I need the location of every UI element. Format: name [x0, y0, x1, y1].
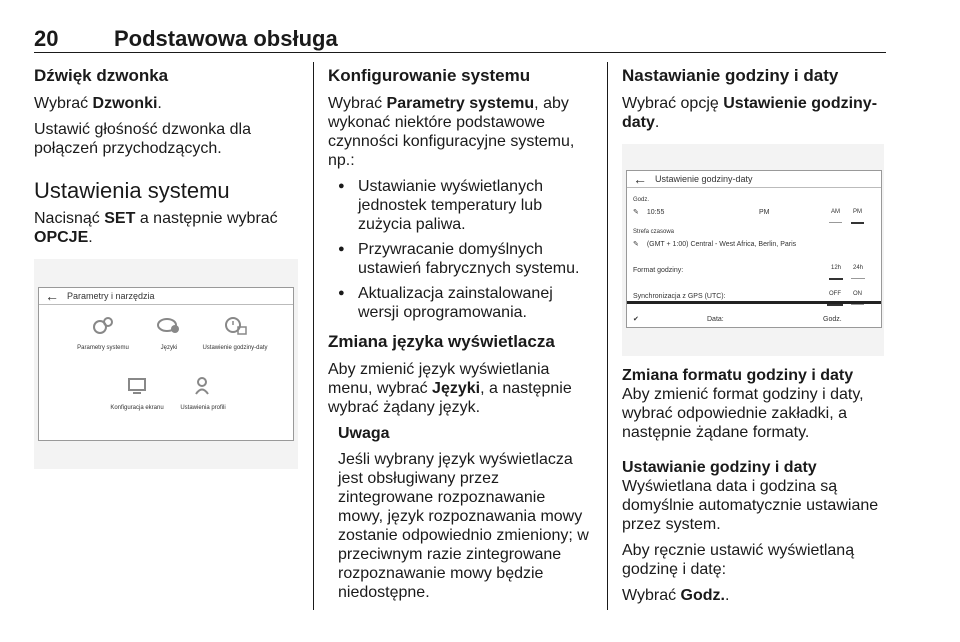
monitor-icon — [124, 376, 150, 396]
menu-term: OPCJE — [34, 229, 89, 246]
page-header — [34, 26, 886, 53]
tile-profile-settings: Ustawienia profili — [163, 376, 243, 418]
column-3 — [622, 62, 884, 612]
12h-toggle: 12h — [829, 259, 843, 280]
am-toggle: AM — [829, 203, 842, 223]
paragraph: Aby ręcznie ustawić wyświetlaną godzinę i datę: — [622, 542, 855, 578]
tile-screen-config: Konfiguracja ekranu — [97, 376, 177, 418]
paragraph: Wybrać Parametry systemu, aby wykonać niektóre podstawowe czynności konfiguracyjne systemu, np.: — [328, 95, 575, 169]
paragraph: Aby zmienić język wyświetlania menu, wybrać Języki, a następnie wybrać żądany język. — [328, 361, 572, 416]
screen-title-bar — [39, 288, 293, 305]
24h-toggle: 24h — [851, 259, 865, 279]
tab-data: Data: — [707, 316, 724, 323]
column-divider — [607, 62, 608, 610]
list-item: ● Aktualizacja zainstalowanej wersji oprogramowania. — [328, 284, 594, 322]
section-heading-ringtone: Dźwięk dzwonka — [34, 66, 169, 85]
section-heading-language: Zmiana języka wyświetlacza — [328, 332, 555, 351]
screen-frame — [38, 287, 294, 441]
screenshot-time-date-settings — [622, 144, 884, 356]
time-label: Godz. — [633, 197, 650, 203]
paragraph: Wyświetlana data i godzina są domyślnie automatycznie ustawiane przez system. — [622, 478, 879, 533]
pm-toggle: PM — [851, 203, 864, 224]
paragraph: Aby zmienić format godziny i daty, wybrać odpowiednie zakładki, a następnie żądane formaty. — [622, 386, 864, 441]
paragraph: Wybrać opcję Ustawienie godziny-daty. — [622, 95, 878, 131]
section-heading-time-date: Nastawianie godziny i daty — [622, 66, 839, 85]
menu-term: Ustawienie godziny-daty — [622, 95, 878, 131]
back-arrow-icon: ← — [633, 170, 647, 187]
menu-term: Parametry systemu — [386, 95, 535, 112]
bottom-tab-bar — [633, 310, 875, 329]
checkmark-icon: ✔ — [633, 316, 639, 323]
page-title: Podstawowa obsługa — [114, 26, 338, 51]
note-title: Uwaga — [338, 425, 390, 442]
list-item: ● Ustawianie wyświetlanych jednostek temperatury lub zużycia paliwa. — [328, 177, 594, 234]
tab-time: Godz. — [823, 316, 842, 323]
screen-frame — [626, 170, 882, 328]
timezone-value: (GMT + 1:00) Central - West Africa, Berlin, Paris — [646, 241, 797, 248]
pencil-icon: ✎ — [633, 241, 639, 248]
screen-title-bar — [627, 171, 881, 188]
tab-separator — [627, 301, 881, 304]
on-toggle: ON — [851, 285, 864, 305]
section-heading-setting-time: Ustawianie godziny i daty — [622, 459, 817, 476]
column-1 — [34, 62, 298, 479]
gear-icon — [90, 316, 116, 336]
ampm-value: PM — [759, 209, 770, 216]
note-text: Jeśli wybrany język wyświetlacza jest obsługiwany przez zintegrowane rozpoznawanie mowy, język rozpoznawania mowy zostanie odpowiednio zmieniony; w przeciwnym razie zintegrowane rozpoznawanie mowy będzie niedostępne. — [338, 451, 589, 601]
speech-bubble-icon — [156, 316, 182, 336]
screenshot-settings-menu — [34, 259, 298, 469]
button-term: SET — [104, 210, 136, 227]
section-heading-configuration: Konfigurowanie systemu — [328, 66, 531, 85]
section-heading-format: Zmiana formatu godziny i daty — [622, 367, 854, 384]
timezone-label: Strefa czasowa — [633, 229, 675, 235]
column-2 — [328, 62, 594, 609]
screen-title: Parametry i narzędzia — [67, 290, 155, 301]
off-toggle: OFF — [827, 285, 843, 306]
note-box — [328, 424, 594, 602]
paragraph: Wybrać Godz.. — [622, 587, 730, 604]
tile-system-parameters: Parametry systemu — [63, 316, 143, 358]
bullet-list — [328, 177, 594, 322]
column-divider — [313, 62, 314, 610]
paragraph: Wybrać Dzwonki. — [34, 95, 162, 112]
person-icon — [190, 376, 216, 396]
screen-title: Ustawienie godziny-daty — [655, 173, 753, 184]
format-label: Format godziny: — [633, 267, 684, 274]
list-item: ● Przywracanie domyślnych ustawień fabrycznych systemu. — [328, 240, 594, 278]
paragraph: Ustawić głośność dzwonka dla połączeń przychodzących. — [34, 121, 251, 157]
paragraph: Nacisnąć SET a następnie wybrać OPCJE. — [34, 210, 278, 246]
tile-time-date: Ustawienie godziny-daty — [195, 316, 275, 358]
gps-sync-label: Synchronizacja z GPS (UTC): — [633, 293, 726, 300]
page-number: 20 — [34, 26, 59, 51]
section-heading-system-settings: Ustawienia systemu — [34, 178, 230, 203]
menu-term: Języki — [432, 380, 481, 397]
time-value: 10:55 — [646, 209, 665, 216]
timezone-row — [633, 235, 875, 254]
menu-term: Godz. — [680, 587, 725, 604]
menu-term: Dzwonki — [92, 95, 158, 112]
clock-icon — [222, 316, 248, 336]
back-arrow-icon: ← — [45, 287, 59, 304]
tile-languages: Języki — [129, 316, 209, 358]
pencil-icon: ✎ — [633, 209, 639, 216]
